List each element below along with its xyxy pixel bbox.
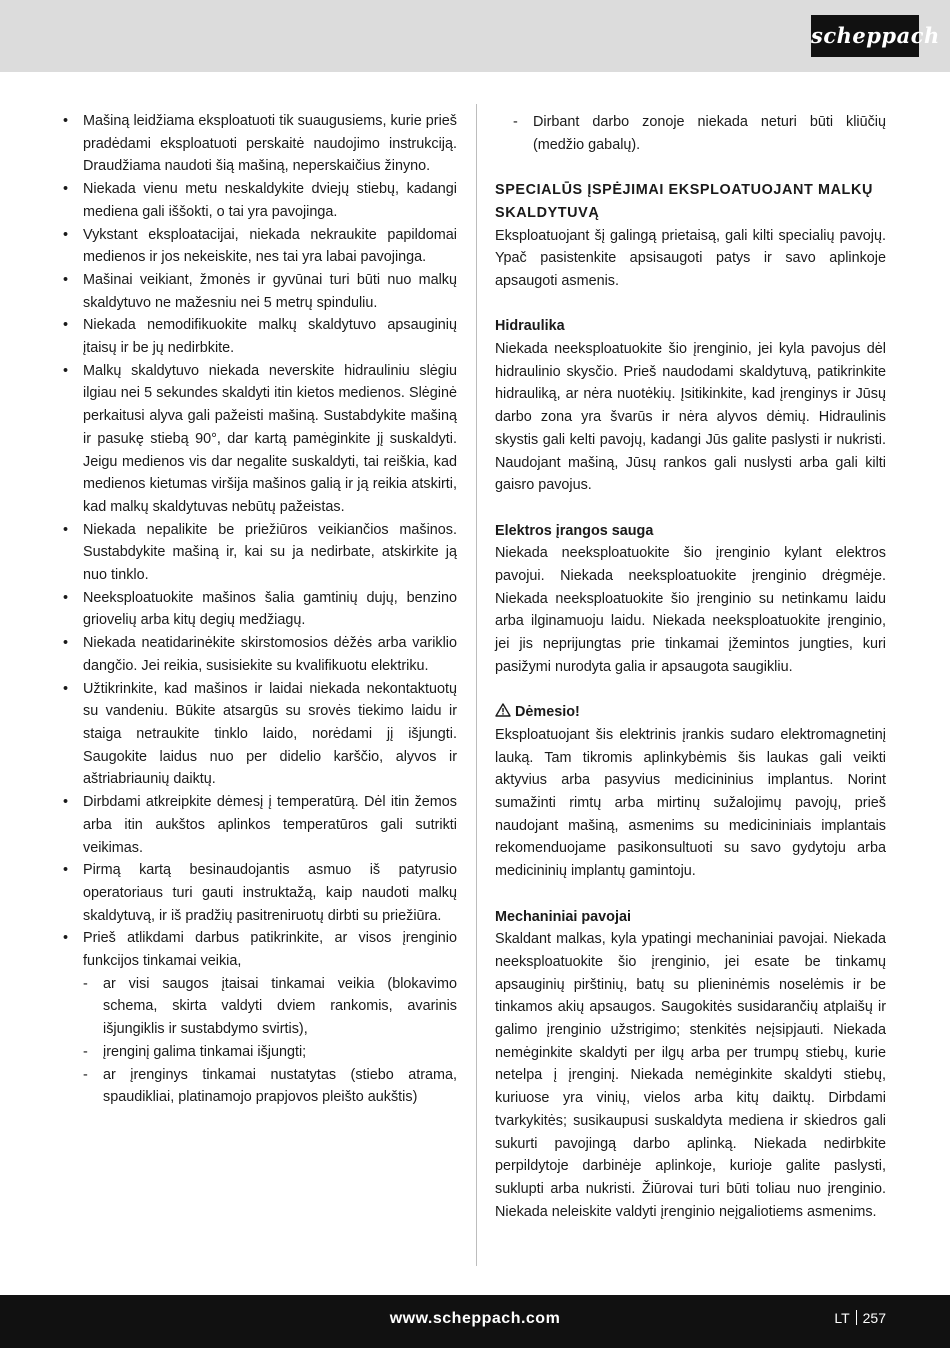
list-item-function-check bbox=[61, 927, 457, 972]
page-separator bbox=[856, 1310, 857, 1325]
electrical-safety-section bbox=[495, 520, 886, 679]
special-warnings-heading: SPECIALŪS ĮSPĖJIMAI EKSPLOATUOJANT MALKŲ SKALDYTUVĄ bbox=[495, 182, 873, 221]
warning-triangle-icon bbox=[495, 703, 511, 717]
mechanical-hazards-heading: Mechaniniai pavojai bbox=[495, 908, 631, 925]
column-divider bbox=[476, 104, 477, 1266]
list-item: • Niekada nepalikite be priežiūros veikiančios mašinos. Sustabdykite mašiną ir, kai su ja nedirbate, atskirkite ją nuo tinklo. bbox=[61, 519, 457, 587]
list-item: • Užtikrinkite, kad mašinos ir laidai niekada nekontaktuotų su vandeniu. Būkite atsargūs su srovės tiekimo laidu ir staiga netraukite tinklo laido, norėdami jį išjungti. Saugokite laidus nuo per didelio karščio, alyvos ir aštriabriaunių daiktų. bbox=[61, 678, 457, 792]
sub-list-item: - įrenginį galima tinkamai išjungti; bbox=[61, 1041, 457, 1064]
page-number: 257 bbox=[862, 1310, 886, 1326]
brand-logo: scheppach bbox=[811, 15, 919, 57]
list-item: • Malkų skaldytuvo niekada neverskite hidrauliniu slėgiu ilgiau nei 5 sekundes skaldyti itin kietos medienos. Slėginė perkaitusi alyva gali pažeisti mašiną. Sustabdykite mašiną ir pasukę stiebą 90°, dar kartą pamėginkite jį suskaldyti. Jeigu medienos vis dar negalite suskaldyti, tai reiškia, kad medienos kietumas viršija mašinos galią ir ją reikia atskirti, kad malkų skaldytuvas nebūtų pažeistas. bbox=[61, 360, 457, 519]
page-indicator bbox=[834, 1295, 886, 1342]
list-item: • Neeksploatuokite mašinos šalia gamtinių dujų, benzino griovelių arba kitų degių medžiagų. bbox=[61, 587, 457, 632]
left-column bbox=[61, 110, 457, 1109]
footer-bar bbox=[0, 1295, 950, 1348]
list-item: • Pirmą kartą besinaudojantis asmuo iš patyrusio operatoriaus turi gauti instruktažą, kaip naudoti malkų skaldytuvą, ir iš pradžių pasitreniruotų dirbti su priežiūra. bbox=[61, 859, 457, 927]
function-check-text: Prieš atlikdami darbus patikrinkite, ar visos įrenginio funkcijos tinkamai veikia, bbox=[83, 930, 457, 970]
sub-list-item: - ar įrenginys tinkamai nustatytas (stiebo atrama, spaudikliai, platinamojo prapjovos pleišto aukštis) bbox=[61, 1064, 457, 1109]
sub-list-item: - Dirbant darbo zonoje niekada neturi būti kliūčių (medžio gabalų). bbox=[495, 111, 886, 156]
electrical-safety-heading: Elektros įrangos sauga bbox=[495, 522, 654, 539]
electrical-safety-text: Niekada neeksploatuokite šio įrenginio kylant elektros pavojui. Niekada neeksploatuokite įrenginio drėgmėje. Niekada neeksploatuokite šio įrenginio su netinkamu laidu arba ilginamuoju laidu. Niekada neeksploatuokite įrenginio, jei jis neprijungtas prie tinkamai įžemintos jungties, kuri pasižymi nurodyta galia ir apsaugota saugikliu. bbox=[495, 545, 886, 675]
header-bar bbox=[0, 0, 950, 72]
list-item: • Niekada nemodifikuokite malkų skaldytuvo apsauginių įtaisų ir be jų nedirbkite. bbox=[61, 314, 457, 359]
attention-section bbox=[495, 701, 886, 883]
list-item: • Mašinai veikiant, žmonės ir gyvūnai turi būti nuo malkų skaldytuvo ne mažesniu nei 5 metrų spinduliu. bbox=[61, 269, 457, 314]
list-item: • Mašiną leidžiama eksploatuoti tik suaugusiems, kurie prieš pradėdami eksploatuoti perskaitė naudojimo instrukciją. Draudžiama naudoti šią mašiną, neperskaičius žinyno. bbox=[61, 110, 457, 178]
list-item: • Niekada vienu metu neskaldykite dviejų stiebų, kadangi mediena gali iššokti, o tai yra pavojinga. bbox=[61, 178, 457, 223]
list-item: • Vykstant eksploatacijai, niekada nekraukite papildomai medienos ir jos nekeiskite, nes tai yra labai pavojinga. bbox=[61, 224, 457, 269]
attention-heading-row bbox=[495, 701, 886, 724]
special-warnings-text: Eksploatuojant šį galingą prietaisą, gali kilti specialių pavojų. Ypač pasistenkite apsisaugoti patys ir savo aplinkoje apsaugoti asmenis. bbox=[495, 227, 886, 289]
hydraulics-text: Niekada neeksploatuokite šio įrenginio, jei kyla pavojus dėl hidraulinio skysčio. Prieš naudodami skaldytuvą, patikrinkite hidrauliką, ar nėra nuotėkių. Įsitikinkite, kad įrenginys ir Jūsų darbo zona yra švarūs ir nėra alyvos dėmių. Hidraulinis skystis gali kelti pavojų, kadangi Jūs galite paslysti ir nukristi. Naudojant mašiną, Jūsų rankos gali nuslysti arba gali kilti gaisro pavojus. bbox=[495, 341, 886, 494]
attention-heading: Dėmesio! bbox=[515, 704, 580, 721]
right-column bbox=[495, 111, 886, 1223]
continued-sublist bbox=[495, 111, 886, 156]
hydraulics-heading: Hidraulika bbox=[495, 318, 565, 335]
list-item: • Niekada neatidarinėkite skirstomosios dėžės arba variklio dangčio. Jei reikia, susisiekite su kvalifikuotu elektriku. bbox=[61, 632, 457, 677]
list-item: • Dirbdami atkreipkite dėmesį į temperatūrą. Dėl itin žemos arba itin aukštos aplinkos temperatūros gali sutrikti veikimas. bbox=[61, 791, 457, 859]
sub-list-item: - ar visi saugos įtaisai tinkamai veikia (blokavimo schema, skirta valdyti dviem rankomis, avarinis išjungiklis ir sustabdymo svirtis), bbox=[61, 973, 457, 1041]
function-check-sublist bbox=[61, 973, 457, 1109]
safety-bullet-list bbox=[61, 110, 457, 973]
attention-text: Eksploatuojant šis elektrinis įrankis sudaro elektromagnetinį lauką. Tam tikromis aplinkybėmis šis laukas gali veikti aktyvius arba pasyvius medicininius implantus. Norint sumažinti rimtų arba mirtinų sužalojimų pavojų, prieš naudojant mašiną, asmenims su medicininiais implantais rekomenduojame pasikonsultuoti su savo gydytoju arba medicininių implantų gamintoju. bbox=[495, 726, 886, 880]
mechanical-hazards-text: Skaldant malkas, kyla ypatingi mechaniniai pavojai. Niekada neeksploatuokite šio įrenginio, jei esate be tinkamų apsauginių pirštinių, batų su plieninėmis noselėmis ir be tinkamos akių apsaugos. Saugokitės susidarančių atplaišų ir galimo įrenginio užstrigimo; stenkitės neįsipjauti. Niekada nemėginkite skaldyti per ilgų arba per trumpų stiebų, kurie netelpa į įrenginį. Niekada nemėginkite skaldyti stiebų, kuriuose yra vinių, vielos arba kitų daiktų. Dirbdami tvarkykitės; susikaupusi suskaldyta mediena ir skiedros gali sukurti pavojingą darbo aplinką. Niekada nedirbkite perpildytoje darbinėje aplinkoje, kurioje galite paslysti, suklupti arba nukristi. Žiūrovai turi būti toliau nuo įrenginio. Niekada neleiskite valdyti įrenginio neįgaliotiems asmenims. bbox=[495, 931, 886, 1220]
hydraulics-section bbox=[495, 315, 886, 497]
special-warnings-section bbox=[495, 179, 886, 293]
website-link[interactable]: www.scheppach.com bbox=[389, 1310, 561, 1327]
language-code: LT bbox=[834, 1310, 850, 1326]
mechanical-hazards-section bbox=[495, 906, 886, 1224]
